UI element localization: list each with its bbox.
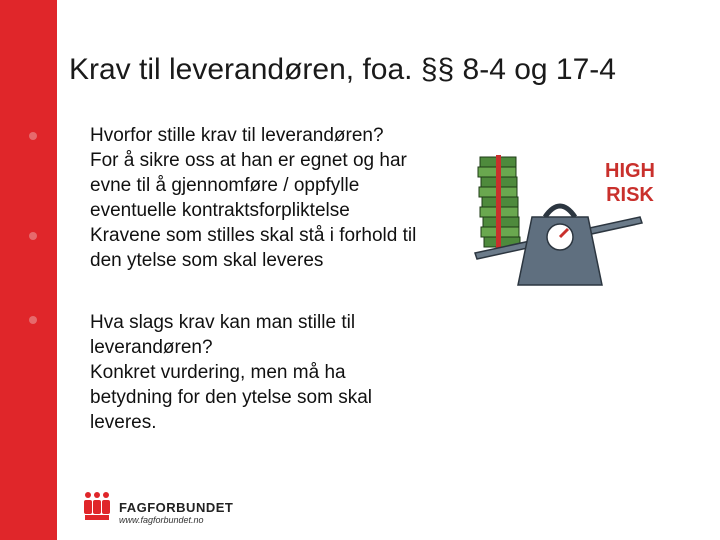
accent-side-bar bbox=[0, 0, 57, 540]
bullet-dot bbox=[29, 316, 37, 324]
text-line: For å sikre oss at han er egnet og har bbox=[90, 150, 407, 171]
text-line: Konkret vurdering, men må ha bbox=[90, 362, 346, 383]
bullet-block-1 bbox=[90, 123, 450, 273]
risk-sign-line2: RISK bbox=[606, 184, 654, 206]
weight-icon bbox=[518, 206, 602, 285]
logo-name: FAGFORBUNDET bbox=[119, 500, 234, 515]
risk-sign-line1: HIGH bbox=[605, 160, 655, 182]
text-line: Hva slags krav kan man stille til bbox=[90, 312, 356, 333]
text-line: Kravene som stilles skal stå i forhold til bbox=[90, 225, 417, 246]
money-scale-risk-icon bbox=[470, 145, 680, 305]
text-line: betydning for den ytelse som skal bbox=[90, 387, 372, 408]
text-line: eventuelle kontraktsforpliktelse bbox=[90, 200, 350, 221]
bullet-dot bbox=[29, 232, 37, 240]
text-line: den ytelse som skal leveres bbox=[90, 250, 324, 271]
text-line: evne til å gjennomføre / oppfylle bbox=[90, 175, 360, 196]
text-line: leverandøren? bbox=[90, 337, 213, 358]
money-stack-icon bbox=[478, 155, 520, 250]
logo-url: www.fagforbundet.no bbox=[119, 515, 204, 525]
bullet-block-2 bbox=[90, 310, 420, 435]
text-line: leveres. bbox=[90, 412, 157, 433]
slide-title: Krav til leverandøren, foa. §§ 8-4 og 17-4 bbox=[69, 53, 616, 86]
text-line: Hvorfor stille krav til leverandøren? bbox=[90, 125, 384, 146]
bullet-dot bbox=[29, 132, 37, 140]
